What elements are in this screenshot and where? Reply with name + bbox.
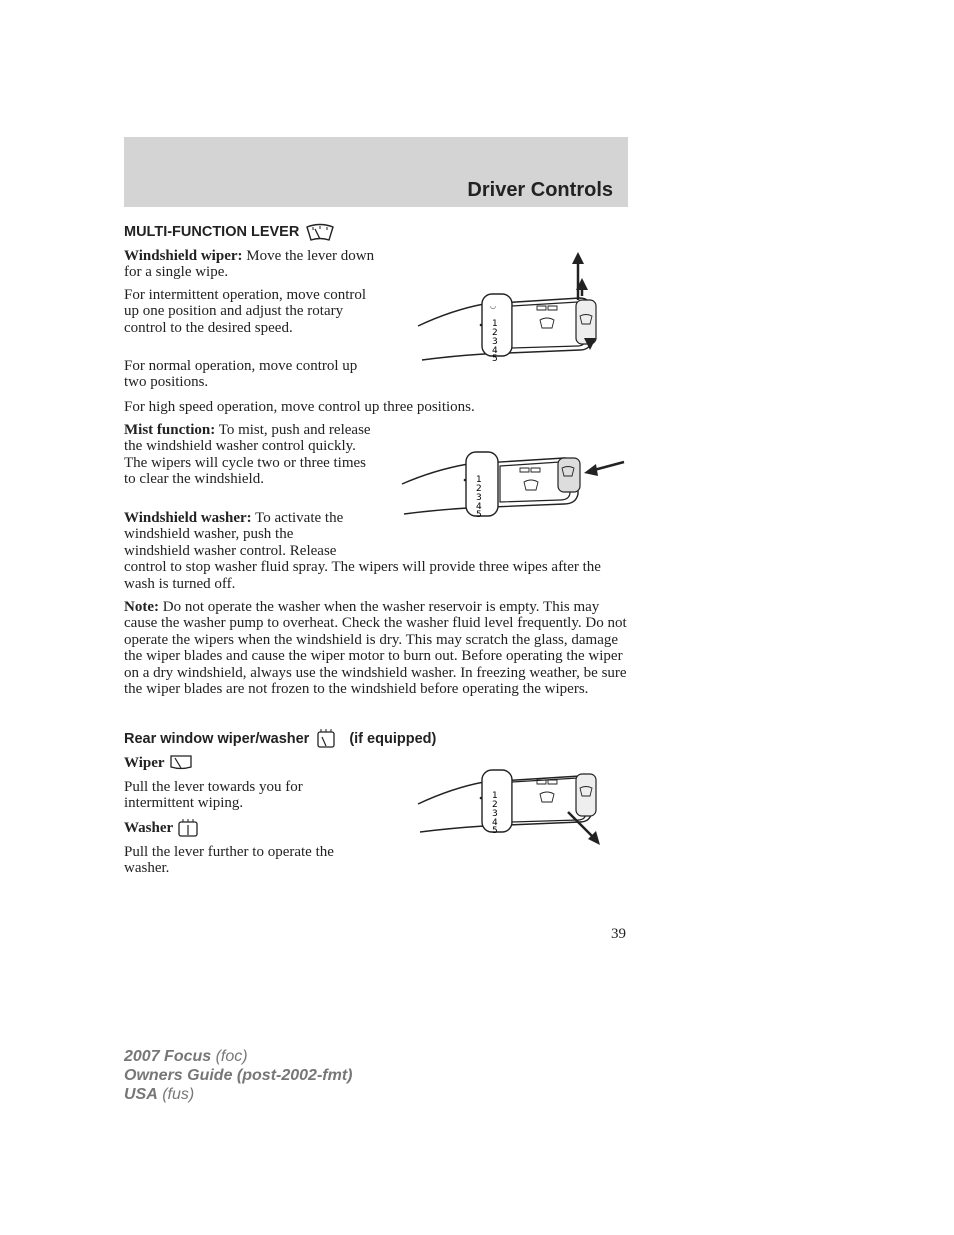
rear-washer-subheading <box>124 818 199 838</box>
lever-position-4: 4 <box>492 346 498 356</box>
page-number: 39 <box>611 926 626 942</box>
windshield-washer-paragraph <box>124 510 628 592</box>
section-title: Driver Controls <box>467 179 613 201</box>
windshield-wiper-text: Move the lever down for a single wipe. <box>124 248 375 281</box>
lever-position-1: 1 <box>476 475 482 485</box>
lever-illustration-push <box>398 442 628 520</box>
windshield-wiper-icon <box>305 222 335 242</box>
multi-function-heading <box>124 222 335 242</box>
lever-position-4: 4 <box>492 818 498 828</box>
footer-line-1 <box>124 1047 352 1066</box>
lever-illustration-pull <box>412 766 608 848</box>
lever-position-1: 1 <box>492 791 498 801</box>
rear-wiper-heading <box>124 728 436 750</box>
windshield-wiper-label: Windshield wiper: <box>124 248 243 264</box>
windshield-washer-label: Windshield washer: <box>124 510 252 526</box>
note-paragraph <box>124 599 628 697</box>
lever-position-5: 5 <box>492 354 498 364</box>
rear-washer-icon <box>177 818 199 838</box>
rear-wiper-paragraph: Pull the lever towards you for intermittent wiping. <box>124 779 303 812</box>
rear-wiper-heading-text: Rear window wiper/washer <box>124 731 310 747</box>
rear-wiper-icon <box>169 754 193 772</box>
rear-wiper-subheading <box>124 754 193 772</box>
note-label: Note: <box>124 599 159 615</box>
footer-line-3 <box>124 1085 352 1104</box>
lever-position-1: 1 <box>492 319 498 329</box>
note-text: Do not operate the washer when the washer reservoir is empty. This may cause the washer pump to overheat. Check the washer fluid level frequently. Do not operate the wipers when the windshield is dry. This may scratch the glass, damage the wiper blades and cause the wiper motor to burn out. Before operating the wiper on a dry windshield, always use the windshield washer. In freezing weather, be sure the wiper blades are not frozen to the windshield before operating the wipers. <box>124 599 627 698</box>
footer-guide: Owners Guide (post-2002-fmt) <box>124 1067 353 1084</box>
rear-wiper-label: Wiper <box>124 754 165 771</box>
lever-position-2: 2 <box>492 800 498 810</box>
footer-model-code: (foc) <box>211 1048 248 1065</box>
lever-position-2: 2 <box>476 484 482 494</box>
mist-function-paragraph <box>124 422 379 488</box>
lever-position-3: 3 <box>492 337 498 347</box>
lever-position-2: 2 <box>492 328 498 338</box>
rear-wiper-icon <box>315 728 337 750</box>
footer-market: USA <box>124 1086 158 1103</box>
mist-function-label: Mist function: <box>124 422 216 438</box>
rear-washer-label: Washer <box>124 819 174 836</box>
lever-position-3: 3 <box>476 493 482 503</box>
multi-function-heading-text: MULTI-FUNCTION LEVER <box>124 224 300 240</box>
mist-function-text: To mist, push and release the windshield washer control quickly. The wipers will cycle two or three times to clear the windshield. <box>124 422 371 488</box>
lever-wiper-symbol-icon: ◡ <box>490 302 497 310</box>
lever-illustration-up-down <box>412 250 608 370</box>
lever-position-3: 3 <box>492 809 498 819</box>
normal-operation-paragraph: For normal operation, move control up two positions. <box>124 358 358 391</box>
rear-wiper-heading-suffix: (if equipped) <box>349 731 437 747</box>
windshield-washer-text: To activate the windshield washer, push the windshield washer control. Release control to stop washer fluid spray. The wipers will provide three wipes after the wash is turned off. <box>124 510 601 592</box>
intermittent-paragraph: For intermittent operation, move control up one position and adjust the rotary control to the desired speed. <box>124 287 367 336</box>
windshield-wiper-paragraph <box>124 248 376 281</box>
section-header-band <box>124 137 628 207</box>
document-footer <box>124 1047 352 1104</box>
footer-line-2 <box>124 1066 352 1085</box>
high-speed-paragraph: For high speed operation, move control up three positions. <box>124 399 475 415</box>
rear-washer-paragraph: Pull the lever further to operate the washer. <box>124 844 334 877</box>
lever-position-5: 5 <box>476 510 482 520</box>
footer-model: 2007 Focus <box>124 1048 212 1065</box>
lever-position-4: 4 <box>476 502 482 512</box>
footer-market-code: (fus) <box>157 1086 195 1103</box>
lever-position-5: 5 <box>492 826 498 836</box>
